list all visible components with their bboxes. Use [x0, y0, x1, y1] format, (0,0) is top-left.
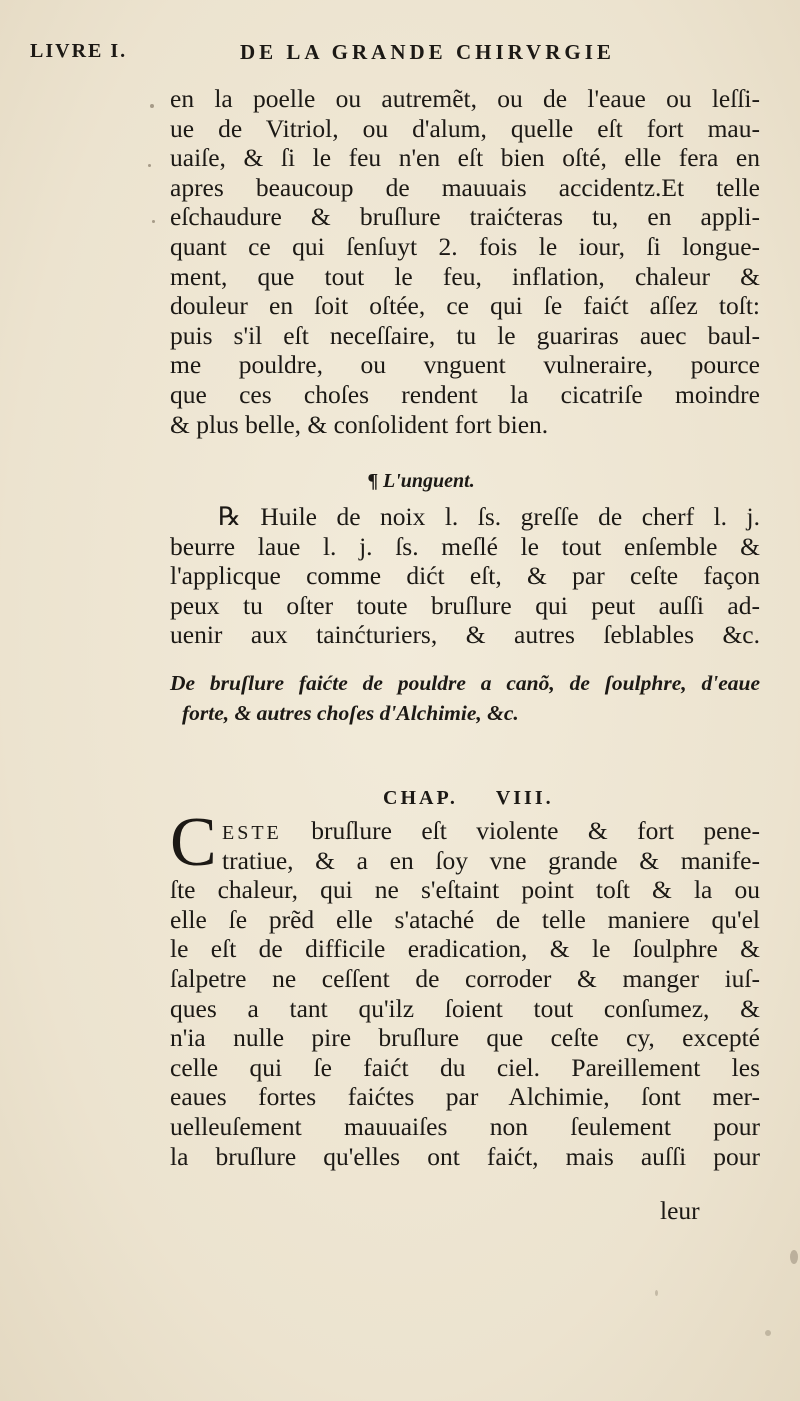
section-title — [170, 668, 760, 728]
paragraph-recipe — [170, 502, 760, 650]
chapter-heading — [383, 787, 554, 810]
text-line-rest: bruſlure eſt violente & fort pene- — [281, 816, 760, 845]
paper-speck — [150, 104, 154, 108]
paper-speck — [152, 220, 155, 223]
text-line — [170, 816, 760, 846]
text-line: peux tu oſter toute bruſlure qui peut auſſi ad- — [170, 590, 760, 620]
text-line: ment, que tout le feu, inflation, chaleur & — [170, 261, 760, 291]
paper-speck — [790, 1250, 798, 1264]
text-line: l'applicque comme dićt eſt, & par ceſte façon — [170, 561, 760, 591]
chapter-label: CHAP. — [383, 787, 458, 809]
text-line: eſchaudure & bruſlure traićteras tu, en appli- — [170, 202, 760, 232]
text-line: & plus belle, & conſolident fort bien. — [170, 409, 549, 439]
text-line: ue de Vitriol, ou d'alum, quelle eſt fort mau- — [170, 113, 760, 143]
text-line: puis s'il eſt neceſſaire, tu le guariras auec baul- — [170, 320, 760, 350]
paper-speck — [765, 1330, 771, 1336]
paper-speck — [655, 1290, 658, 1296]
text-line: ſte chaleur, qui ne s'eſtaint point toſt & la ou — [170, 875, 760, 905]
text-line: ℞ Huile de noix l. ſs. greſſe de cherf l. j. — [218, 502, 760, 531]
catchword: leur — [660, 1196, 700, 1225]
text-line: le eſt de difficile eradication, & le ſoulphre & — [170, 934, 760, 964]
paragraph-burn-treatment — [170, 84, 760, 439]
paper-speck — [148, 164, 151, 167]
text-line: tratiue, & a en ſoy vne grande & manife- — [222, 845, 760, 875]
text-line: en la poelle ou autremẽt, ou de l'eaue ou leſſi- — [170, 84, 760, 113]
running-head-title: DE LA GRANDE CHIRVRGIE — [240, 40, 615, 64]
text-line: ſalpetre ne ceſſent de corroder & manger iuſ- — [170, 963, 760, 993]
text-line: celle qui ſe faićt du ciel. Pareillement les — [170, 1052, 760, 1082]
text-line: que ces choſes rendent la cicatriſe moindre — [170, 379, 760, 409]
section-title-line: De bruſlure faićte de pouldre a canõ, de ſoulphre, d'eaue — [170, 671, 760, 695]
text-line: n'ia nulle pire bruſlure que ceſte cy, excepté — [170, 1023, 760, 1053]
chapter-number: VIII. — [495, 787, 554, 809]
text-line: uaiſe, & ſi le feu n'en eſt bien oſté, elle fera en — [170, 143, 760, 173]
text-line: beurre laue l. j. ſs. meſlé le tout enſemble & — [170, 531, 760, 561]
paragraph-gunpowder-burns — [170, 816, 760, 1171]
text-line: me pouldre, ou vnguent vulneraire, pource — [170, 350, 760, 380]
text-line: quant ce qui ſenſuyt 2. fois le iour, ſi longue- — [170, 231, 760, 261]
text-line: ques a tant qu'ilz ſoient tout conſumez, & — [170, 993, 760, 1023]
text-line: elle ſe prẽd elle s'ataché de telle maniere qu'el — [170, 904, 760, 934]
text-line: uenir aux tainćturiers, & autres ſeblables &c. — [170, 620, 760, 650]
unguent-heading: ¶ L'unguent. — [368, 470, 475, 492]
drop-cap: C — [170, 804, 217, 881]
text-line: douleur en ſoit oſtée, ce qui ſe faićt aſſez toſt: — [170, 291, 760, 321]
text-line: la bruſlure qu'elles ont faićt, mais auſſi pour — [170, 1141, 760, 1171]
running-head — [30, 36, 770, 70]
text-line: eaues fortes faićtes par Alchimie, ſont mer- — [170, 1082, 760, 1112]
text-line: uelleuſement mauuaiſes non ſeulement pour — [170, 1111, 760, 1141]
first-word: ESTE — [222, 822, 282, 844]
section-title-line: forte, & autres choſes d'Alchimie, &c. — [182, 701, 519, 725]
text-line: apres beaucoup de mauuais accidentz.Et telle — [170, 172, 760, 202]
running-head-book: LIVRE I. — [30, 40, 128, 62]
